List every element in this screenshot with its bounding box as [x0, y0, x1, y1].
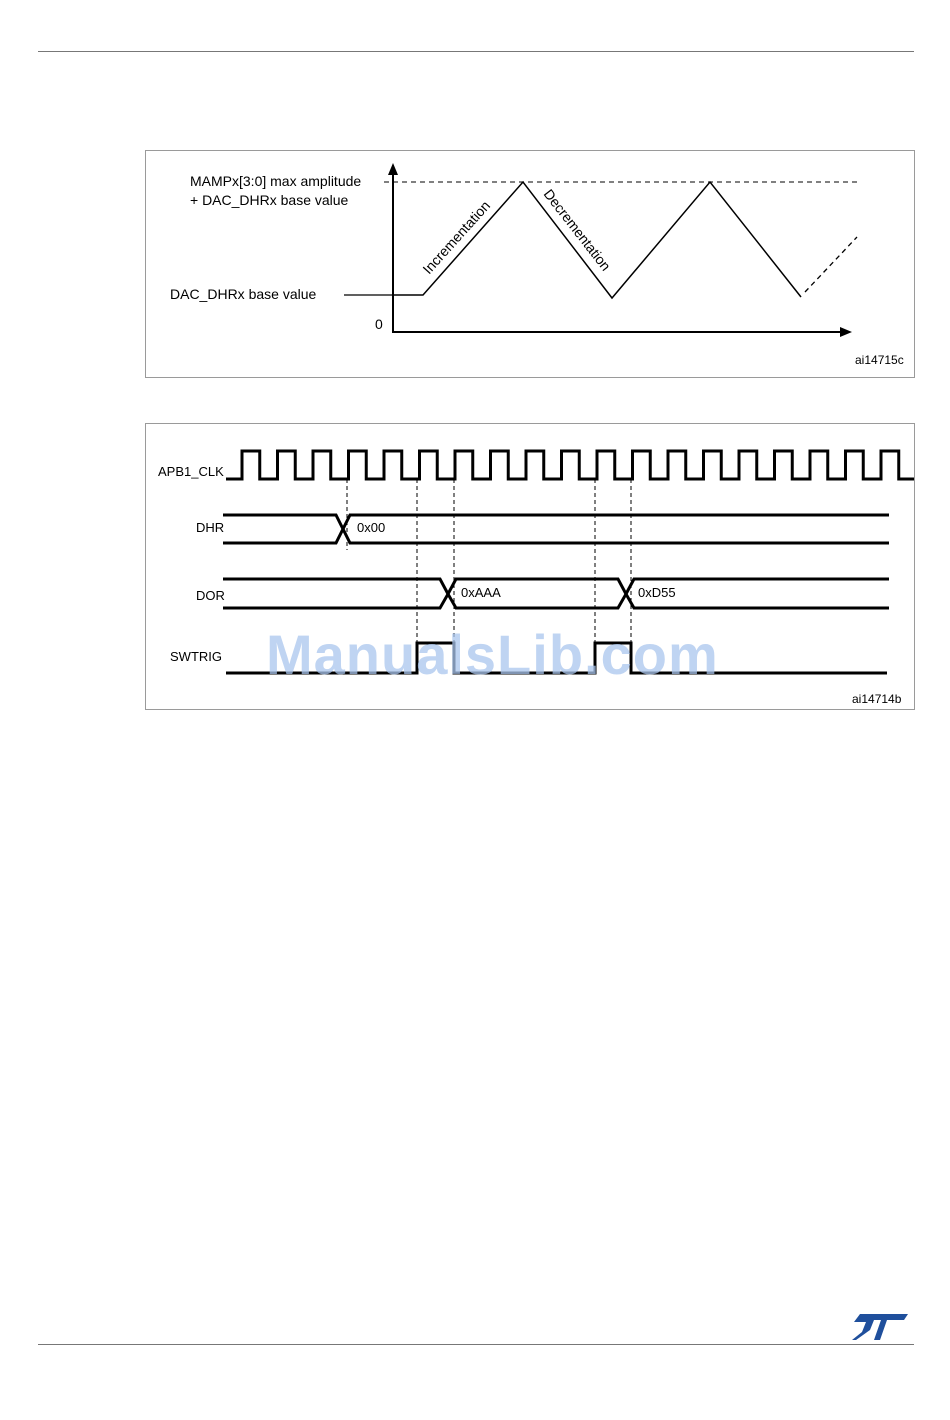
watermark: ManualsLib.com	[266, 623, 719, 686]
x-axis-arrow	[840, 327, 852, 337]
dor-bus-top	[223, 579, 889, 594]
footer-rule	[38, 1344, 914, 1345]
header-rule	[38, 51, 914, 52]
triangle-wave-figure	[145, 150, 915, 378]
decrementation-label: Decrementation	[540, 185, 615, 274]
dhr-value: 0x00	[357, 520, 386, 535]
st-logo-icon	[852, 1312, 910, 1342]
incrementation-label: Incrementation	[419, 197, 494, 278]
dor-value-1: 0xAAA	[461, 585, 501, 600]
apb1-clk-waveform	[226, 451, 914, 479]
dor-value-2: 0xD55	[638, 585, 676, 600]
waveform-continuation	[805, 237, 857, 292]
dhr-bus-top	[223, 515, 889, 529]
base-value-label: DAC_DHRx base value	[170, 286, 317, 302]
max-amplitude-label-line1: MAMPx[3:0] max amplitude	[190, 173, 362, 189]
swtrig-label: SWTRIG	[170, 649, 222, 664]
dor-bus-bottom	[223, 594, 889, 608]
dhr-label: DHR	[196, 520, 225, 535]
max-amplitude-label-line2: + DAC_DHRx base value	[190, 192, 349, 208]
figure-id: ai14714b	[852, 692, 902, 706]
triangle-wave-diagram	[146, 151, 914, 377]
zero-label: 0	[375, 316, 383, 332]
apb1-clk-label: APB1_CLK	[158, 464, 224, 479]
dhr-bus-bottom	[223, 529, 889, 543]
y-axis-arrow	[388, 163, 398, 175]
figure-id: ai14715c	[855, 353, 904, 367]
dor-label: DOR	[196, 588, 225, 603]
